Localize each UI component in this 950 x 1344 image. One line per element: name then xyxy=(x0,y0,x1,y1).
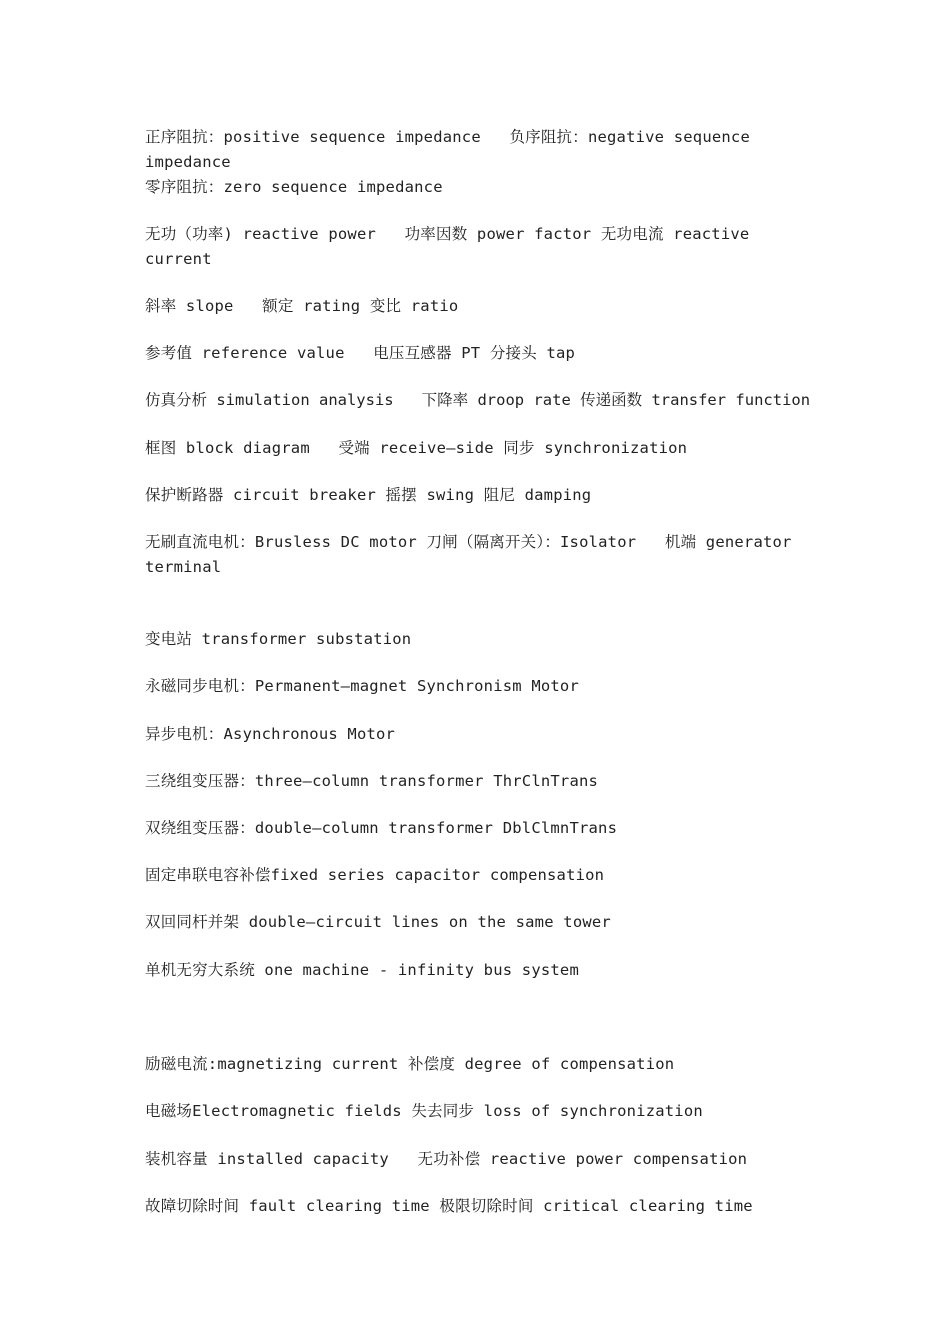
text-line: 永磁同步电机：Permanent—magnet Synchronism Motor xyxy=(145,677,579,695)
text-line: 固定串联电容补偿fixed series capacitor compensation xyxy=(145,866,605,884)
text-line: 零序阻抗：zero sequence impedance xyxy=(145,178,443,196)
text-line: 双回同杆并架 double—circuit lines on the same tower xyxy=(145,913,611,931)
text-line: 电磁场Electromagnetic fields 失去同步 loss of synchronization xyxy=(145,1102,703,1120)
text-line: 异步电机：Asynchronous Motor xyxy=(145,725,396,743)
text-line: 单机无穷大系统 one machine - infinity bus system xyxy=(145,961,579,979)
text-line: impedance xyxy=(145,153,231,171)
text-line: 框图 block diagram 受端 receive—side 同步 synchronization xyxy=(145,439,688,457)
text-line: 无刷直流电机：Brusless DC motor 刀闸（隔离开关）：Isolator 机端 generator xyxy=(145,533,792,551)
text-line: 装机容量 installed capacity 无功补偿 reactive power compensation xyxy=(145,1150,748,1168)
text-line: 正序阻抗：positive sequence impedance 负序阻抗：negative sequence xyxy=(145,128,750,146)
text-line: 故障切除时间 fault clearing time 极限切除时间 critical clearing time xyxy=(145,1197,753,1215)
text-line: 变电站 transformer substation xyxy=(145,630,412,648)
text-line: 三绕组变压器：three—column transformer ThrClnTrans xyxy=(145,772,599,790)
text-line: 保护断路器 circuit breaker 摇摆 swing 阻尼 damping xyxy=(145,486,592,504)
text-line: 励磁电流:magnetizing current 补偿度 degree of compensation xyxy=(145,1055,675,1073)
text-line: 双绕组变压器：double—column transformer DblClmnTrans xyxy=(145,819,618,837)
text-line: 无功（功率) reactive power 功率因数 power factor 无功电流 reactive xyxy=(145,225,750,243)
text-line: 参考值 reference value 电压互感器 PT 分接头 tap xyxy=(145,344,576,362)
text-line: current xyxy=(145,250,212,268)
text-line: 斜率 slope 额定 rating 变比 ratio xyxy=(145,297,459,315)
text-line: 仿真分析 simulation analysis 下降率 droop rate 传递函数 transfer function xyxy=(145,391,811,409)
text-line: terminal xyxy=(145,558,222,576)
